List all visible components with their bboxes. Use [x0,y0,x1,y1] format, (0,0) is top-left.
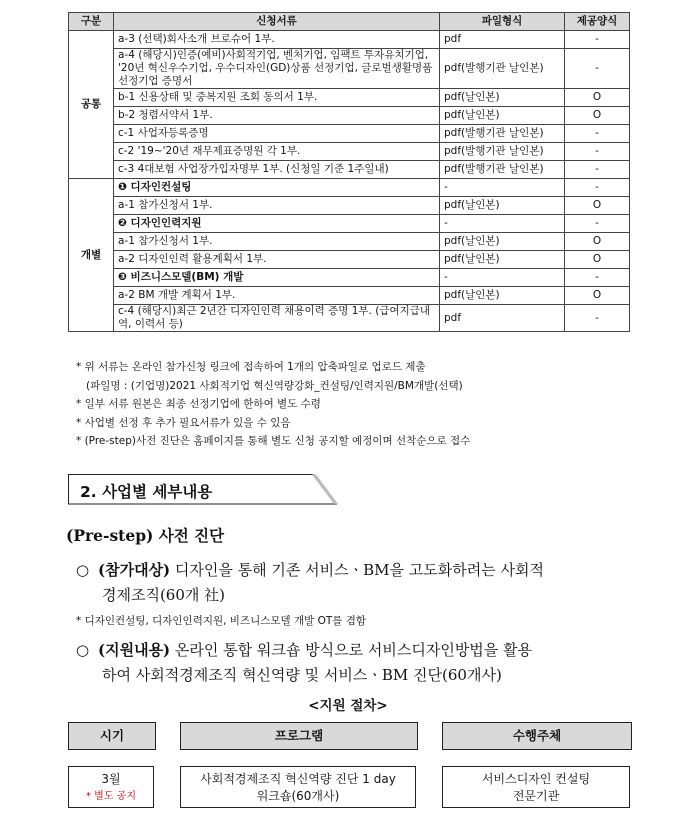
bullet-text-cont: 하여 사회적경제조직 혁신역량 및 서비스ㆍBM 진단(60개사) [102,666,502,684]
table-row [69,179,630,197]
program-subheading: ❷ 디자인인력지원 [114,215,440,233]
table-row [69,125,630,143]
bullet-support [76,638,636,688]
file-format: pdf(발행기관 날인본) [440,125,565,143]
pre-step-title: (Pre-step) 사전 진단 [66,526,225,545]
procedure-period-cell [68,766,154,808]
provided-form: - [565,305,630,332]
procedure-period: 3월 [101,772,121,786]
file-format: pdf(발행기관 날인본) [440,49,565,89]
provided-form: O [565,197,630,215]
provided-form: - [565,125,630,143]
bullet-text: 온라인 통합 워크숍 방식으로 서비스디자인방법을 활용 [170,641,533,659]
provided-form: - [565,143,630,161]
document-name: a-3 (선택)회사소개 브로슈어 1부. [114,31,440,49]
table-row [69,251,630,269]
table-row [69,233,630,251]
file-format: - [440,269,565,287]
provided-form: - [565,179,630,197]
program-subheading: ❶ 디자인컨설팅 [114,179,440,197]
procedure-header-period: 시기 [68,722,156,750]
header-file-format: 파일형식 [440,13,565,31]
provided-form: O [565,287,630,305]
section-title-text: 2. 사업별 세부내용 [80,483,213,501]
table-row [69,197,630,215]
document-name: a-1 참가신청서 1부. [114,233,440,251]
participant-note: * 디자인컨설팅, 디자인인력지원, 비즈니스모델 개발 OT를 겸함 [76,615,367,627]
provided-form: - [565,269,630,287]
procedure-executor-line1: 서비스디자인 컨설팅 [481,772,591,786]
procedure-header-program: 프로그램 [180,722,418,750]
document-name: a-1 참가신청서 1부. [114,197,440,215]
table-header-row [69,13,630,31]
table-row [69,287,630,305]
provided-form: - [565,215,630,233]
note-line: * (Pre-step)사전 진단은 홈페이지를 통해 별도 신청 공지할 예정이며 선착순으로 접수 [76,435,471,447]
procedure-executor-line2: 전문기관 [512,789,560,803]
section-title [68,474,338,505]
document-name: c-1 사업자등록증명 [114,125,440,143]
table-row [69,305,630,332]
procedure-header-executor: 수행주체 [442,722,632,750]
provided-form: - [565,161,630,179]
procedure-period-note: * 별도 공지 [86,791,136,802]
bullet-head: (지원내용) [98,641,171,659]
table-body [69,31,630,332]
provided-form: - [565,31,630,49]
procedure-title: <지원 절차> [308,698,388,714]
document-name: b-1 신용상태 및 중복지원 조회 동의서 1부. [114,89,440,107]
file-format: pdf(날인본) [440,287,565,305]
file-format: pdf(날인본) [440,89,565,107]
file-format: - [440,215,565,233]
file-format: pdf(날인본) [440,107,565,125]
table-row [69,89,630,107]
provided-form: O [565,107,630,125]
group-label: 개별 [69,179,114,332]
file-format: pdf(날인본) [440,197,565,215]
table-row [69,161,630,179]
procedure-program-line2: 워크숍(60개사) [256,789,340,803]
file-format: pdf [440,305,565,332]
procedure-program-line1: 사회적경제조직 혁신역량 진단 1 day [200,772,396,786]
document-name: c-2 '19~'20년 재무제표증명원 각 1부. [114,143,440,161]
bullet-participants [76,558,636,608]
bullet-text-cont: 경제조직(60개 社) [102,586,226,604]
table-row [69,215,630,233]
document-name: b-2 청렴서약서 1부. [114,107,440,125]
file-format: - [440,179,565,197]
header-documents: 신청서류 [114,13,440,31]
header-category: 구분 [69,13,114,31]
document-name: a-2 디자인인력 활용계획서 1부. [114,251,440,269]
header-provided-form: 제공양식 [565,13,630,31]
documents-table [68,12,630,332]
document-name: c-3 4대보험 사업장가입자명부 1부. (신청일 기준 1주일내) [114,161,440,179]
note-line: * 사업별 선정 후 추가 필요서류가 있을 수 있음 [76,416,291,429]
group-label: 공통 [69,31,114,179]
procedure-program-cell [180,766,416,808]
document-name: c-4 (해당시)최근 2년간 디자인인력 채용이력 증명 1부. (급여지급내역, 이력서 등) [114,305,440,332]
file-format: pdf(발행기관 날인본) [440,143,565,161]
note-line: * 위 서류는 온라인 참가신청 링크에 접속하여 1개의 압축파일로 업로드 제출 [76,361,426,373]
table-row [69,269,630,287]
table-row [69,31,630,49]
file-format: pdf(날인본) [440,233,565,251]
bullet-marker: ○ [76,561,90,579]
file-format: pdf [440,31,565,49]
bullet-head: (참가대상) [98,561,171,579]
program-subheading: ❸ 비즈니스모델(BM) 개발 [114,269,440,287]
provided-form: O [565,89,630,107]
provided-form: O [565,251,630,269]
bullet-text: 디자인을 통해 기존 서비스ㆍBM을 고도화하려는 사회적 [170,561,544,579]
table-row [69,143,630,161]
table-row [69,49,630,89]
table-row [69,107,630,125]
document-name: a-2 BM 개발 계획서 1부. [114,287,440,305]
file-format: pdf(날인본) [440,251,565,269]
procedure-executor-cell [442,766,630,808]
note-line: * 일부 서류 원본은 최종 선정기업에 한하여 별도 수령 [76,398,321,410]
note-line: (파일명 : (기업명)2021 사회적기업 혁신역량강화_컨설팅/인력지원/BM개발(선택) [86,379,463,392]
bullet-marker: ○ [76,641,90,659]
notes [76,358,646,451]
provided-form: - [565,49,630,89]
document-name: a-4 (해당시)인증(예비)사회적기업, 벤처기업, 임팩트 투자유치기업, '20년 혁신우수기업, 우수디자인(GD)상품 선정기업, 글로벌생활명품 선정기업 증명서 [114,49,440,89]
file-format: pdf(발행기관 날인본) [440,161,565,179]
provided-form: O [565,233,630,251]
